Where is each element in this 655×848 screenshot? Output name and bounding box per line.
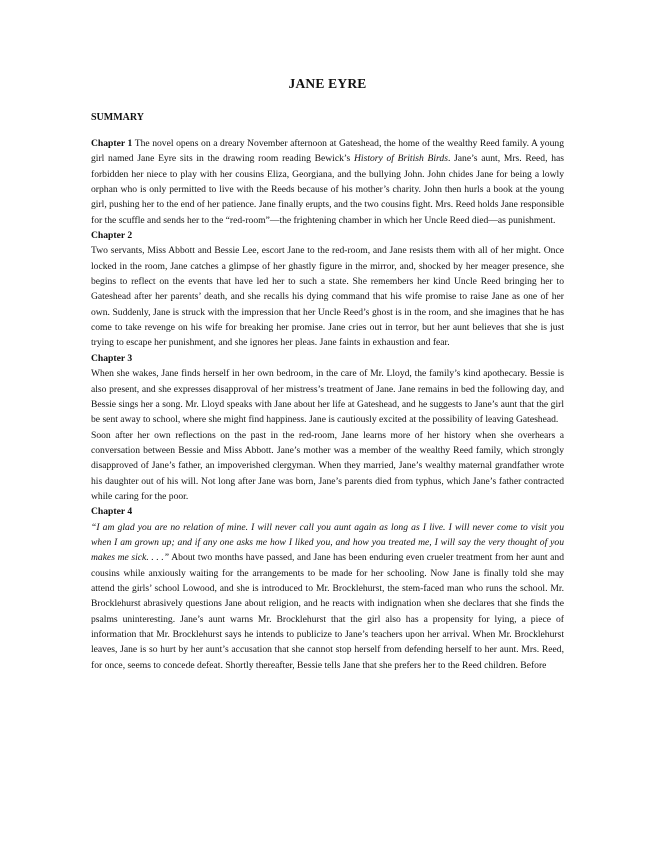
- chapter-3-heading: Chapter 3: [91, 352, 133, 364]
- section-heading: SUMMARY: [91, 112, 144, 123]
- chapter-2-paragraph: Two servants, Miss Abbott and Bessie Lee, escort Jane to the red-room, and Jane resists them with all of her might. Once locked in the room, Jane catches a glimpse of her ghastly figure in the mirror, and, shocked by her meager presence, she begins to reflect on the events that have led her to such a state. She remembers her kind Uncle Reed bringing her to Gateshead after her parents’ death, and she recalls his dying command that his wife promise to raise Jane as one of her own. Suddenly, Jane is struck with the impression that her Uncle Reed’s ghost is in the room, and she imagines that he has come to take revenge on his wife for breaking her promise. Jane cries out in terror, but her aunt believes that she is just trying to escape her punishment, and she ignores her pleas. Jane faints in exhaustion and fear.: [91, 245, 564, 349]
- chapter-4-heading: Chapter 4: [91, 506, 133, 518]
- chapter-1-paragraph: [91, 136, 564, 228]
- book-title-italic: History of British Birds: [354, 153, 448, 165]
- document-title: JANE EYRE: [288, 76, 367, 91]
- document-body: [91, 136, 564, 673]
- chapter-4-text: About two months have passed, and Jane has been enduring even crueler treatment from her aunt and cousins while anxiously waiting for the arrangements to be made for her schooling. Now Jane is finally told she may attend the girls’ school Lowood, and she is introduced to Mr. Brocklehurst, the stem-faced man who runs the school. Mr. Brocklehurst abrasively questions Jane about religion, and he reacts with indignation when she declares that she finds the psalms uninteresting. Jane’s aunt warns Mr. Brocklehurst that the girl also has a propensity for lying, a piece of information that Mr. Brocklehurst says he intends to publicize to Jane’s teachers upon her arrival. When Mr. Brocklehurst leaves, Jane is so hurt by her aunt’s accusation that she cannot stop herself from defending herself to her aunt. Mrs. Reed, for once, seems to concede defeat. Shortly thereafter, Bessie tells Jane that she prefers her to the Reed children. Before: [91, 552, 565, 671]
- chapter-1-text-start: The novel opens on a dreary November afternoon at Gateshead, the home of the wealthy Reed family. A young girl named Jane Eyre sits in the drawing room reading Bewick’s: [91, 138, 564, 165]
- chapter-1-heading: Chapter 1: [91, 138, 133, 149]
- chapter-4-paragraph: [91, 520, 564, 673]
- chapter-2-heading: Chapter 2: [91, 230, 133, 242]
- chapter-3-paragraph-2: Soon after her own reflections on the past in the red-room, Jane learns more of her history when she overhears a conversation between Bessie and Miss Abbott. Jane’s mother was a member of the wealthy Reed family, which strongly disapproved of Jane’s father, an impoverished clergyman. When they married, Jane’s wealthy maternal grandfather wrote his daughter out of his will. Not long after Jane was born, Jane’s parents died from typhus, which Jane’s father contracted while caring for the poor.: [91, 429, 564, 502]
- chapter-3-paragraph-1: When she wakes, Jane finds herself in her own bedroom, in the care of Mr. Lloyd, the family’s kind apothecary. Bessie is also present, and she expresses disapproval of her mistress’s treatment of Jane. Jane remains in bed the following day, and Bessie sings her a song. Mr. Lloyd speaks with Jane about her life at Gateshead, and he suggests to Jane’s aunt that the girl be sent away to school, where she might find happiness. Jane is cautiously excited at the possibility of leaving Gateshead.: [91, 368, 564, 426]
- chapter-4-quote: “I am glad you are no relation of mine. I will never call you aunt again as long as I live. I will never come to visit you when I am grown up; and if any one asks me how I liked you, and how you treated me, I will say the very thought of you makes me sick. . . .”: [91, 521, 564, 564]
- chapter-1-text-end: . Jane’s aunt, Mrs. Reed, has forbidden her niece to play with her cousins Eliza, Georgiana, and the bullying John. John chides Jane for being a lowly orphan who is only permitted to live with the Reeds because of his mother’s charity. John then hurls a book at the young girl, pushing her to the end of her patience. Jane finally erupts, and the two cousins fight. Mrs. Reed holds Jane responsible for the scuffle and sends her to the “red-room”—the frightening chamber in which her Uncle Reed died—as punishment.: [91, 153, 564, 226]
